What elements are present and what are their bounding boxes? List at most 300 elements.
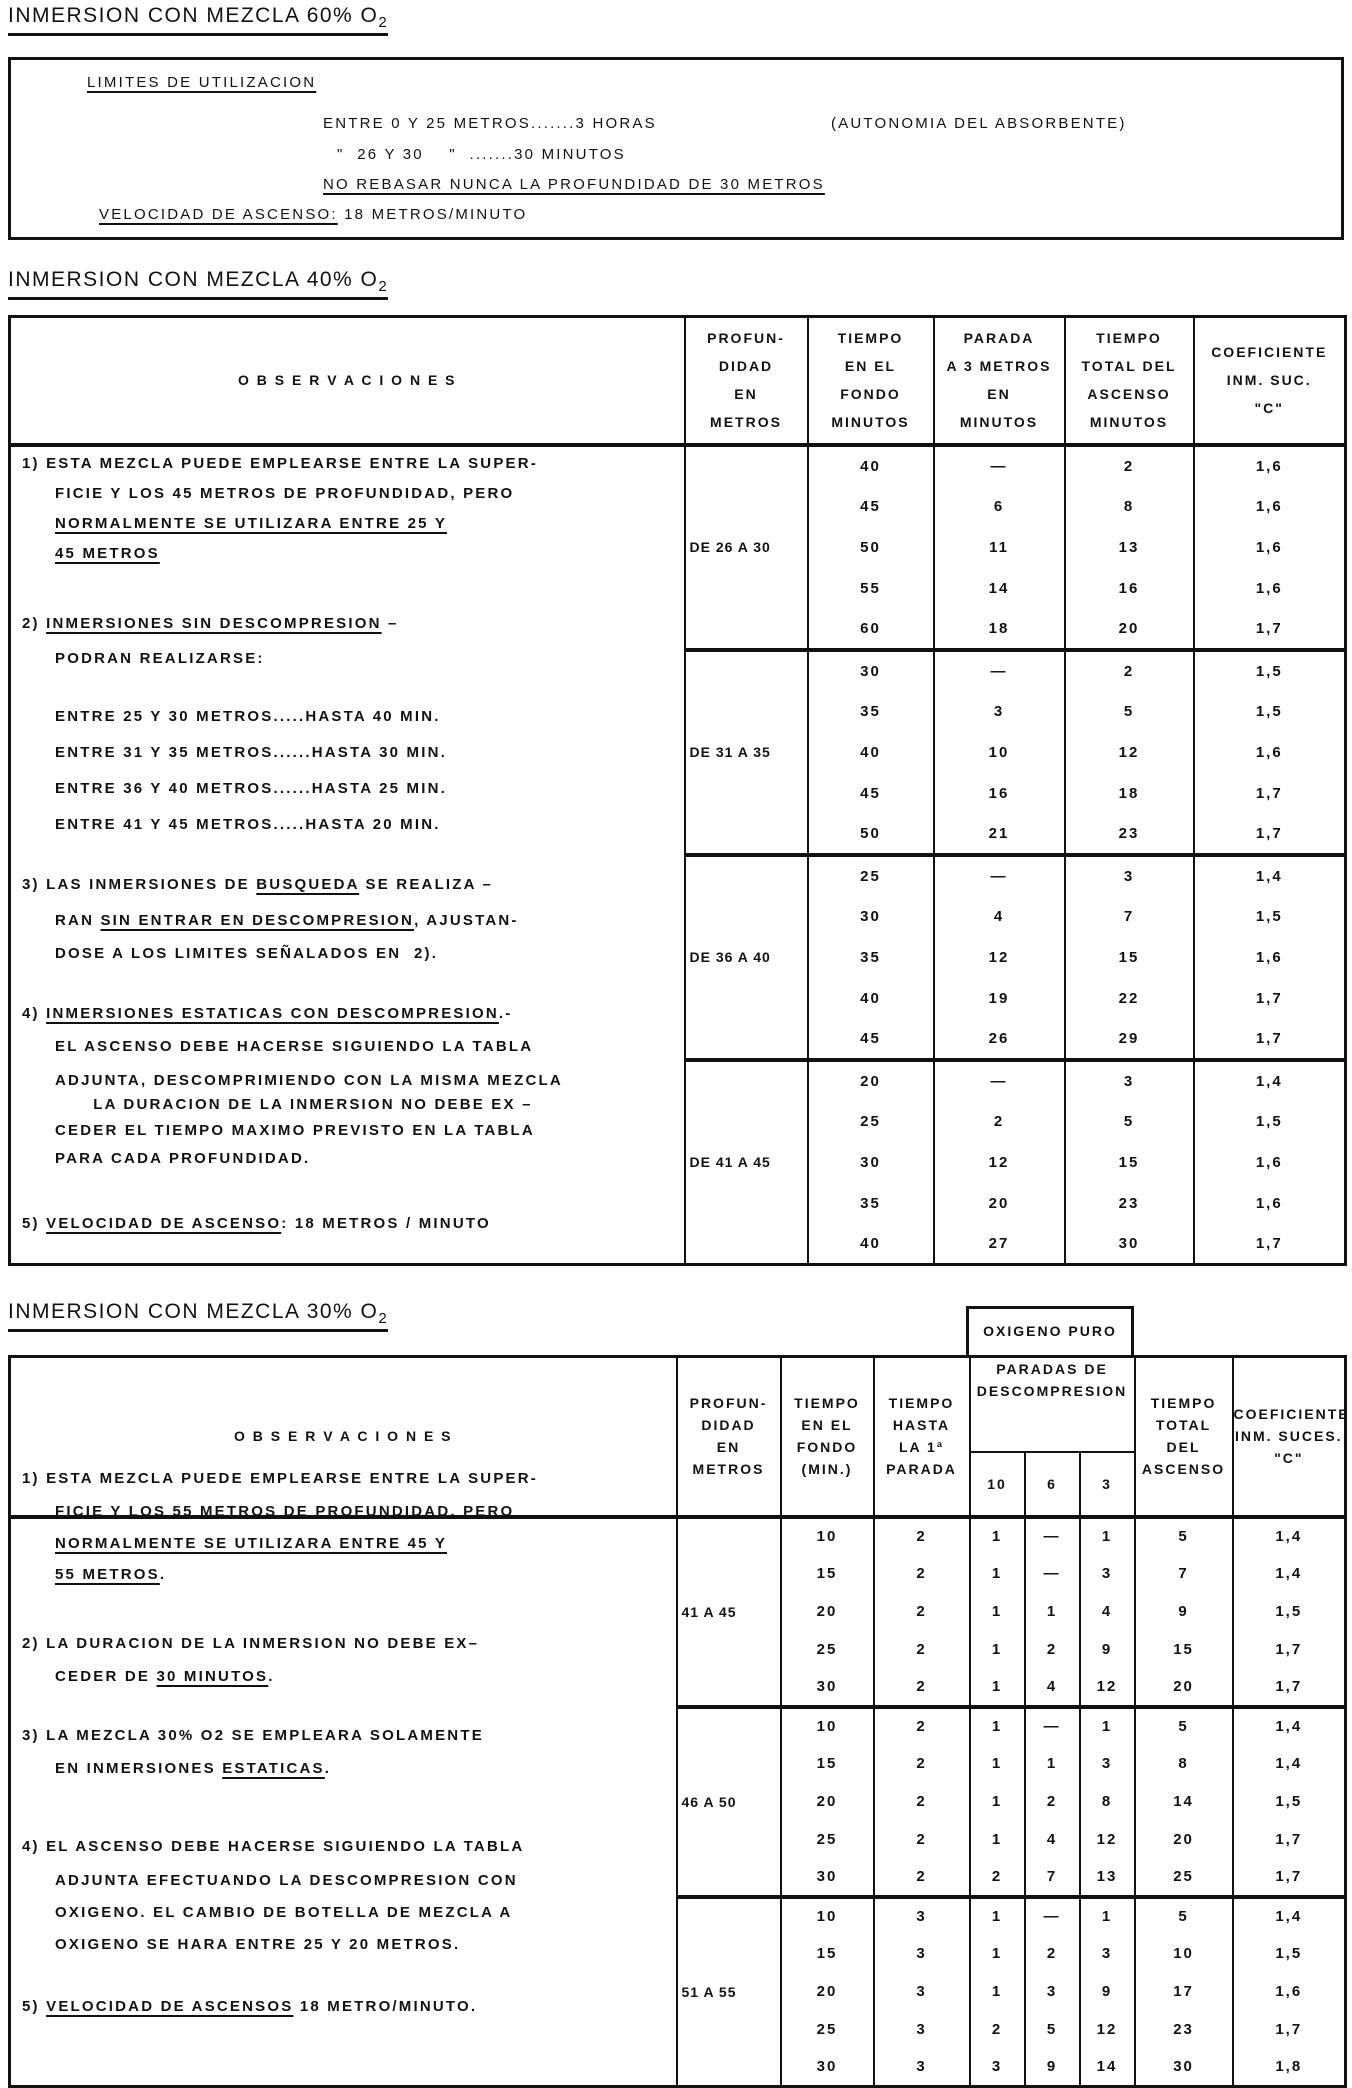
time-to-first-stop-cell: 2	[874, 1783, 970, 1821]
bottom-time-cell: 30	[808, 896, 934, 937]
coefficient-cell: 1,5	[1233, 1935, 1346, 1973]
header-row	[10, 317, 1346, 445]
stop-10m-cell: 1	[970, 1973, 1025, 2011]
total-ascent-cell: 25	[1135, 1859, 1233, 1897]
observation-text: SIN ENTRAR EN DESCOMPRESION	[100, 912, 415, 929]
bottom-time-cell: 25	[781, 1631, 874, 1669]
depth-range-cell: DE 36 A 40	[685, 855, 808, 1060]
column-header: COEFICIENTE INM. SUC. "C"	[1194, 317, 1346, 445]
stop-3m-cell: 18	[934, 609, 1065, 650]
time-to-first-stop-cell: 2	[874, 1859, 970, 1897]
total-ascent-cell: 15	[1065, 937, 1194, 978]
observation-text: ENTRE 25 Y 30 METROS.....HASTA 40 MIN.	[55, 708, 441, 725]
total-ascent-cell: 9	[1135, 1593, 1233, 1631]
bottom-time-cell: 30	[808, 650, 934, 691]
coefficient-cell: 1,7	[1194, 1019, 1346, 1060]
observation-text: 2) LA DURACION DE LA INMERSION NO DEBE EX–	[22, 1635, 480, 1652]
coefficient-cell: 1,8	[1233, 2049, 1346, 2087]
coefficient-cell: 1,7	[1233, 1631, 1346, 1669]
title-text: INMERSION CON MEZCLA 60% O	[8, 4, 379, 27]
observation-line	[22, 1838, 524, 1855]
observation-text: PODRAN REALIZARSE:	[55, 650, 265, 667]
stop-depth-header: 3	[1080, 1452, 1135, 1517]
coefficient-cell: 1,6	[1194, 937, 1346, 978]
bottom-time-cell: 20	[808, 1060, 934, 1101]
limits-heading: LIMITES DE UTILIZACION	[87, 74, 317, 91]
stop-3m-cell: —	[934, 1060, 1065, 1101]
coefficient-cell: 1,4	[1233, 1555, 1346, 1593]
stop-10m-cell: 1	[970, 1707, 1025, 1745]
observation-line	[55, 485, 514, 502]
observation-line	[55, 1072, 563, 1089]
title-text: INMERSION CON MEZCLA 30% O	[8, 1300, 379, 1323]
depth-range-cell: DE 31 A 35	[685, 650, 808, 855]
stop-3m-cell: 3	[934, 691, 1065, 732]
observation-line	[22, 1998, 477, 2015]
bottom-time-cell: 45	[808, 1019, 934, 1060]
total-ascent-cell: 20	[1065, 609, 1194, 650]
stop-3m-cell: 10	[934, 732, 1065, 773]
stop-3m-cell: 14	[1080, 2049, 1135, 2087]
stop-6m-cell: —	[1025, 1897, 1080, 1935]
observation-text: VELOCIDAD DE ASCENSO	[46, 1215, 282, 1232]
column-header: TIEMPO TOTAL DEL ASCENSO MINUTOS	[1065, 317, 1194, 445]
time-to-first-stop-cell: 2	[874, 1555, 970, 1593]
coefficient-cell: 1,5	[1233, 1593, 1346, 1631]
observation-line	[22, 1635, 479, 1652]
limits-box	[8, 57, 1344, 240]
observation-text: LA DURACION DE LA INMERSION NO DEBE EX –	[55, 1096, 533, 1113]
bottom-time-cell: 60	[808, 609, 934, 650]
stop-6m-cell: 3	[1025, 1973, 1080, 2011]
total-ascent-cell: 3	[1065, 1060, 1194, 1101]
column-header: TIEMPO EN EL FONDO MINUTOS	[808, 317, 934, 445]
total-ascent-cell: 7	[1135, 1555, 1233, 1593]
section-40-title	[8, 268, 388, 300]
stop-3m-cell: 21	[934, 814, 1065, 855]
coefficient-cell: 1,6	[1194, 732, 1346, 773]
stop-3m-cell: 4	[1080, 1593, 1135, 1631]
observation-text: VELOCIDAD DE ASCENSOS	[46, 1998, 294, 2015]
stop-6m-cell: 1	[1025, 1745, 1080, 1783]
total-ascent-cell: 13	[1065, 527, 1194, 568]
limits-line-1: ENTRE 0 Y 25 METROS.......3 HORAS	[323, 115, 657, 132]
total-ascent-cell: 15	[1135, 1631, 1233, 1669]
stop-3m-cell: 12	[1080, 1821, 1135, 1859]
time-to-first-stop-cell: 2	[874, 1745, 970, 1783]
stop-10m-cell: 1	[970, 1935, 1025, 1973]
time-to-first-stop-cell: 3	[874, 1973, 970, 2011]
limits-line-1-note: (AUTONOMIA DEL ABSORBENTE)	[831, 115, 1127, 132]
ascent-speed	[99, 206, 527, 223]
bottom-time-cell: 40	[808, 445, 934, 486]
coefficient-cell: 1,5	[1194, 691, 1346, 732]
bottom-time-cell: 10	[781, 1517, 874, 1555]
coefficient-cell: 1,6	[1233, 1973, 1346, 2011]
bottom-time-cell: 40	[808, 732, 934, 773]
total-ascent-cell: 2	[1065, 650, 1194, 691]
coefficient-cell: 1,6	[1194, 1183, 1346, 1224]
total-ascent-cell: 5	[1135, 1707, 1233, 1745]
observation-line	[55, 708, 441, 725]
observation-text: 2)	[22, 615, 47, 632]
stop-10m-cell: 1	[970, 1669, 1025, 1707]
title-subscript: 2	[378, 14, 389, 32]
total-ascent-cell: 20	[1135, 1821, 1233, 1859]
column-header: O B S E R V A C I O N E S	[10, 317, 685, 445]
column-header: TIEMPO HASTA LA 1ª PARADA	[874, 1357, 970, 1517]
observation-line	[55, 1872, 518, 1889]
observation-text: EN INMERSIONES	[55, 1760, 223, 1777]
stop-6m-cell: 4	[1025, 1821, 1080, 1859]
observation-line	[55, 1122, 535, 1139]
coefficient-cell: 1,7	[1194, 773, 1346, 814]
observation-line	[55, 780, 447, 797]
total-ascent-cell: 16	[1065, 568, 1194, 609]
observation-line	[55, 1096, 533, 1113]
stop-10m-cell: 1	[970, 1555, 1025, 1593]
coefficient-cell: 1,4	[1194, 855, 1346, 896]
total-ascent-cell: 18	[1065, 773, 1194, 814]
observation-line	[55, 816, 441, 833]
stop-3m-cell: 3	[1080, 1935, 1135, 1973]
observation-line	[55, 1760, 331, 1777]
observation-text: 1) ESTA MEZCLA PUEDE EMPLEARSE ENTRE LA SUPER-	[22, 455, 538, 472]
bottom-time-cell: 30	[781, 1669, 874, 1707]
coefficient-cell: 1,7	[1194, 814, 1346, 855]
observation-line	[55, 744, 447, 761]
observation-text: 30 MINUTOS	[156, 1668, 269, 1685]
time-to-first-stop-cell: 3	[874, 1897, 970, 1935]
stop-10m-cell: 3	[970, 2049, 1025, 2087]
observation-text: 3) LAS INMERSIONES DE	[22, 876, 257, 893]
observation-text: –	[381, 615, 399, 632]
observation-text: : 18 METROS / MINUTO	[281, 1215, 491, 1232]
observation-text: OXIGENO. EL CAMBIO DE BOTELLA DE MEZCLA A	[55, 1904, 513, 1921]
depth-range-cell: DE 41 A 45	[685, 1060, 808, 1265]
time-to-first-stop-cell: 2	[874, 1517, 970, 1555]
coefficient-cell: 1,5	[1194, 650, 1346, 691]
stop-10m-cell: 1	[970, 1631, 1025, 1669]
observation-text: 4) EL ASCENSO DEBE HACERSE SIGUIENDO LA TABLA	[22, 1838, 525, 1855]
bottom-time-cell: 35	[808, 1183, 934, 1224]
total-ascent-cell: 5	[1065, 1101, 1194, 1142]
observation-text: ENTRE 31 Y 35 METROS......HASTA 30 MIN.	[55, 744, 447, 761]
depth-range-cell: 41 A 45	[677, 1517, 781, 1707]
stop-3m-cell: 9	[1080, 1631, 1135, 1669]
observation-text: OXIGENO SE HARA ENTRE 25 Y 20 METROS.	[55, 1936, 461, 1953]
stop-3m-cell: 1	[1080, 1897, 1135, 1935]
total-ascent-cell: 10	[1135, 1935, 1233, 1973]
observation-text: 5)	[22, 1215, 47, 1232]
coefficient-cell: 1,7	[1194, 609, 1346, 650]
coefficient-cell: 1,7	[1233, 1859, 1346, 1897]
observation-line	[55, 1038, 533, 1055]
observation-text: ENTRE 36 Y 40 METROS......HASTA 25 MIN.	[55, 780, 447, 797]
observation-text: ESTATICAS	[222, 1760, 325, 1777]
total-ascent-cell: 5	[1135, 1517, 1233, 1555]
stop-6m-cell: 7	[1025, 1859, 1080, 1897]
coefficient-cell: 1,5	[1233, 1783, 1346, 1821]
stop-10m-cell: 1	[970, 1821, 1025, 1859]
bottom-time-cell: 35	[808, 937, 934, 978]
total-ascent-cell: 2	[1065, 445, 1194, 486]
observation-line	[55, 515, 447, 532]
stop-6m-cell: 2	[1025, 1631, 1080, 1669]
stop-3m-cell: 12	[1080, 1669, 1135, 1707]
coefficient-cell: 1,7	[1194, 1224, 1346, 1265]
time-to-first-stop-cell: 2	[874, 1707, 970, 1745]
total-ascent-cell: 12	[1065, 732, 1194, 773]
column-header: PROFUN- DIDAD EN METROS	[685, 317, 808, 445]
time-to-first-stop-cell: 3	[874, 2049, 970, 2087]
observation-line	[55, 1150, 310, 1167]
time-to-first-stop-cell: 2	[874, 1821, 970, 1859]
total-ascent-cell: 15	[1065, 1142, 1194, 1183]
section-60-title	[8, 4, 388, 36]
stop-3m-cell: 2	[934, 1101, 1065, 1142]
coefficient-cell: 1,7	[1233, 1821, 1346, 1859]
observation-text: INMERSIONES ESTATICAS CON DESCOMPRESION	[46, 1005, 499, 1022]
bottom-time-cell: 45	[808, 773, 934, 814]
observations-cell	[10, 445, 685, 1265]
coefficient-cell: 1,5	[1194, 1101, 1346, 1142]
coefficient-cell: 1,4	[1233, 1517, 1346, 1555]
observation-text: 55 METROS	[55, 1566, 160, 1583]
coefficient-cell: 1,7	[1194, 978, 1346, 1019]
section-30-title	[8, 1300, 388, 1332]
coefficient-cell: 1,6	[1194, 486, 1346, 527]
stop-6m-cell: 2	[1025, 1783, 1080, 1821]
depth-range-cell: 46 A 50	[677, 1707, 781, 1897]
stop-10m-cell: 1	[970, 1517, 1025, 1555]
observation-text: PARA CADA PROFUNDIDAD.	[55, 1150, 311, 1167]
time-to-first-stop-cell: 3	[874, 2011, 970, 2049]
stop-10m-cell: 2	[970, 1859, 1025, 1897]
time-to-first-stop-cell: 2	[874, 1669, 970, 1707]
stop-10m-cell: 1	[970, 1593, 1025, 1631]
observation-line	[55, 945, 438, 962]
stop-6m-cell: —	[1025, 1517, 1080, 1555]
observation-line	[55, 1535, 447, 1552]
observation-text: ENTRE 41 Y 45 METROS.....HASTA 20 MIN.	[55, 816, 441, 833]
observation-line	[55, 1904, 512, 1921]
observation-text: , AJUSTAN-	[414, 912, 519, 929]
bottom-time-cell: 10	[781, 1897, 874, 1935]
stop-10m-cell: 1	[970, 1783, 1025, 1821]
coefficient-cell: 1,4	[1233, 1745, 1346, 1783]
time-to-first-stop-cell: 3	[874, 1935, 970, 1973]
oxygen-pure-label: OXIGENO PURO	[966, 1306, 1134, 1356]
observation-text: ADJUNTA, DESCOMPRIMIENDO CON LA MISMA MEZCLA	[55, 1072, 563, 1089]
observation-line	[55, 1936, 460, 1953]
bottom-time-cell: 15	[781, 1555, 874, 1593]
stop-3m-cell: —	[934, 445, 1065, 486]
time-to-first-stop-cell: 2	[874, 1631, 970, 1669]
bottom-time-cell: 25	[808, 1101, 934, 1142]
stop-3m-cell: 12	[934, 937, 1065, 978]
title-subscript: 2	[378, 1310, 389, 1328]
total-ascent-cell: 23	[1065, 814, 1194, 855]
bottom-time-cell: 35	[808, 691, 934, 732]
coefficient-cell: 1,7	[1233, 1669, 1346, 1707]
bottom-time-cell: 40	[808, 978, 934, 1019]
bottom-time-cell: 30	[781, 1859, 874, 1897]
bottom-time-cell: 50	[808, 814, 934, 855]
stop-depth-header: 6	[1025, 1452, 1080, 1517]
stop-3m-cell: 12	[934, 1142, 1065, 1183]
table-mezcla-30	[8, 1355, 1350, 2088]
bottom-time-cell: 30	[781, 2049, 874, 2087]
bottom-time-cell: 45	[808, 486, 934, 527]
bottom-time-cell: 55	[808, 568, 934, 609]
stop-3m-cell: 16	[934, 773, 1065, 814]
column-header: PARADA A 3 METROS EN MINUTOS	[934, 317, 1065, 445]
total-ascent-cell: 5	[1135, 1897, 1233, 1935]
coefficient-cell: 1,6	[1194, 527, 1346, 568]
bottom-time-cell: 20	[781, 1973, 874, 2011]
stop-6m-cell: 1	[1025, 1593, 1080, 1631]
coefficient-cell: 1,6	[1194, 445, 1346, 486]
stop-3m-cell: 13	[1080, 1859, 1135, 1897]
column-header: O B S E R V A C I O N E S	[10, 1357, 677, 1517]
bottom-time-cell: 10	[781, 1707, 874, 1745]
observation-text: CEDER EL TIEMPO MAXIMO PREVISTO EN LA TABLA	[55, 1122, 535, 1139]
observation-line	[22, 615, 399, 632]
coefficient-cell: 1,4	[1233, 1897, 1346, 1935]
stop-3m-cell: 3	[1080, 1555, 1135, 1593]
stop-3m-cell: 27	[934, 1224, 1065, 1265]
bottom-time-cell: 25	[781, 1821, 874, 1859]
observation-text: SE REALIZA –	[359, 876, 494, 893]
total-ascent-cell: 3	[1065, 855, 1194, 896]
coefficient-cell: 1,6	[1194, 568, 1346, 609]
coefficient-cell: 1,6	[1194, 1142, 1346, 1183]
ascent-speed-label: VELOCIDAD DE ASCENSO:	[99, 206, 338, 223]
total-ascent-cell: 20	[1135, 1669, 1233, 1707]
stop-6m-cell: 4	[1025, 1669, 1080, 1707]
total-ascent-cell: 8	[1135, 1745, 1233, 1783]
total-ascent-cell: 29	[1065, 1019, 1194, 1060]
stop-3m-cell: 20	[934, 1183, 1065, 1224]
observation-line	[55, 912, 519, 929]
bottom-time-cell: 40	[808, 1224, 934, 1265]
stop-3m-cell: 3	[1080, 1745, 1135, 1783]
stop-3m-cell: 14	[934, 568, 1065, 609]
stop-3m-cell: 19	[934, 978, 1065, 1019]
bottom-time-cell: 25	[808, 855, 934, 896]
total-ascent-cell: 17	[1135, 1973, 1233, 2011]
stop-10m-cell: 1	[970, 1745, 1025, 1783]
observation-line	[22, 1727, 484, 1744]
observation-text: DOSE A LOS LIMITES SEÑALADOS EN 2).	[55, 945, 439, 962]
stop-3m-cell: 26	[934, 1019, 1065, 1060]
observation-line	[22, 876, 493, 893]
stop-3m-cell: 4	[934, 896, 1065, 937]
stop-3m-cell: 6	[934, 486, 1065, 527]
total-ascent-cell: 5	[1065, 691, 1194, 732]
observation-text: INMERSIONES SIN DESCOMPRESION	[46, 615, 382, 632]
observation-line	[55, 650, 265, 667]
stop-3m-cell: —	[934, 650, 1065, 691]
observation-text: 5)	[22, 1998, 47, 2015]
stop-10m-cell: 2	[970, 2011, 1025, 2049]
coefficient-cell: 1,5	[1194, 896, 1346, 937]
column-header: COEFICIENTE INM. SUCES. "C"	[1233, 1357, 1346, 1517]
observation-text: FICIE Y LOS 45 METROS DE PROFUNDIDAD, PERO	[55, 485, 515, 502]
observation-line	[22, 455, 538, 472]
observation-line	[22, 1005, 512, 1022]
total-ascent-cell: 22	[1065, 978, 1194, 1019]
stop-6m-cell: 9	[1025, 2049, 1080, 2087]
observation-text: EL ASCENSO DEBE HACERSE SIGUIENDO LA TABLA	[55, 1038, 534, 1055]
column-header: PROFUN- DIDAD EN METROS	[677, 1357, 781, 1517]
stop-3m-cell: 12	[1080, 2011, 1135, 2049]
observation-text: BUSQUEDA	[256, 876, 360, 893]
coefficient-cell: 1,4	[1233, 1707, 1346, 1745]
observation-text: 3) LA MEZCLA 30% O2 SE EMPLEARA SOLAMENTE	[22, 1727, 484, 1744]
bottom-time-cell: 25	[781, 2011, 874, 2049]
total-ascent-cell: 23	[1135, 2011, 1233, 2049]
stop-3m-cell: 9	[1080, 1973, 1135, 2011]
depth-range-cell: 51 A 55	[677, 1897, 781, 2087]
ascent-speed-value: 18 METROS/MINUTO	[337, 206, 528, 223]
stop-6m-cell: 5	[1025, 2011, 1080, 2049]
column-header: TIEMPO EN EL FONDO (MIN.)	[781, 1357, 874, 1517]
observation-text: .-	[498, 1005, 513, 1022]
stop-6m-cell: —	[1025, 1555, 1080, 1593]
total-ascent-cell: 8	[1065, 486, 1194, 527]
observation-line	[22, 1470, 538, 1487]
total-ascent-cell: 7	[1065, 896, 1194, 937]
observation-line	[22, 1215, 491, 1232]
bottom-time-cell: 20	[781, 1783, 874, 1821]
total-ascent-cell: 14	[1135, 1783, 1233, 1821]
observation-text: ADJUNTA EFECTUANDO LA DESCOMPRESION CON	[55, 1872, 518, 1889]
limits-line-2: " 26 Y 30 " .......30 MINUTOS	[337, 146, 626, 163]
stop-3m-cell: 11	[934, 527, 1065, 568]
observation-line	[55, 1566, 166, 1583]
total-ascent-cell: 30	[1065, 1224, 1194, 1265]
coefficient-cell: 1,4	[1194, 1060, 1346, 1101]
observation-line	[55, 545, 160, 562]
title-text: INMERSION CON MEZCLA 40% O	[8, 268, 379, 291]
observation-text: NORMALMENTE SE UTILIZARA ENTRE 45 Y	[55, 1535, 448, 1552]
bottom-time-cell: 20	[781, 1593, 874, 1631]
stop-10m-cell: 1	[970, 1897, 1025, 1935]
bottom-time-cell: 15	[781, 1935, 874, 1973]
observation-text: CEDER DE	[55, 1668, 157, 1685]
time-to-first-stop-cell: 2	[874, 1593, 970, 1631]
stop-6m-cell: 2	[1025, 1935, 1080, 1973]
bottom-time-cell: 50	[808, 527, 934, 568]
observation-text: 18 METRO/MINUTO.	[293, 1998, 478, 2015]
stop-3m-cell: 8	[1080, 1783, 1135, 1821]
stop-3m-cell: 1	[1080, 1517, 1135, 1555]
depth-range-cell: DE 26 A 30	[685, 445, 808, 650]
column-header: TIEMPO TOTAL DEL ASCENSO	[1135, 1357, 1233, 1517]
observation-text: .	[324, 1760, 332, 1777]
stop-depth-header: 10	[970, 1452, 1025, 1517]
observation-text: RAN	[55, 912, 101, 929]
observation-text: .	[159, 1566, 167, 1583]
header-row	[10, 1357, 1346, 1452]
limits-line-3: NO REBASAR NUNCA LA PROFUNDIDAD DE 30 METROS	[323, 176, 825, 193]
stop-3m-cell: 1	[1080, 1707, 1135, 1745]
bottom-time-cell: 30	[808, 1142, 934, 1183]
bottom-time-cell: 15	[781, 1745, 874, 1783]
observation-line	[55, 1668, 275, 1685]
